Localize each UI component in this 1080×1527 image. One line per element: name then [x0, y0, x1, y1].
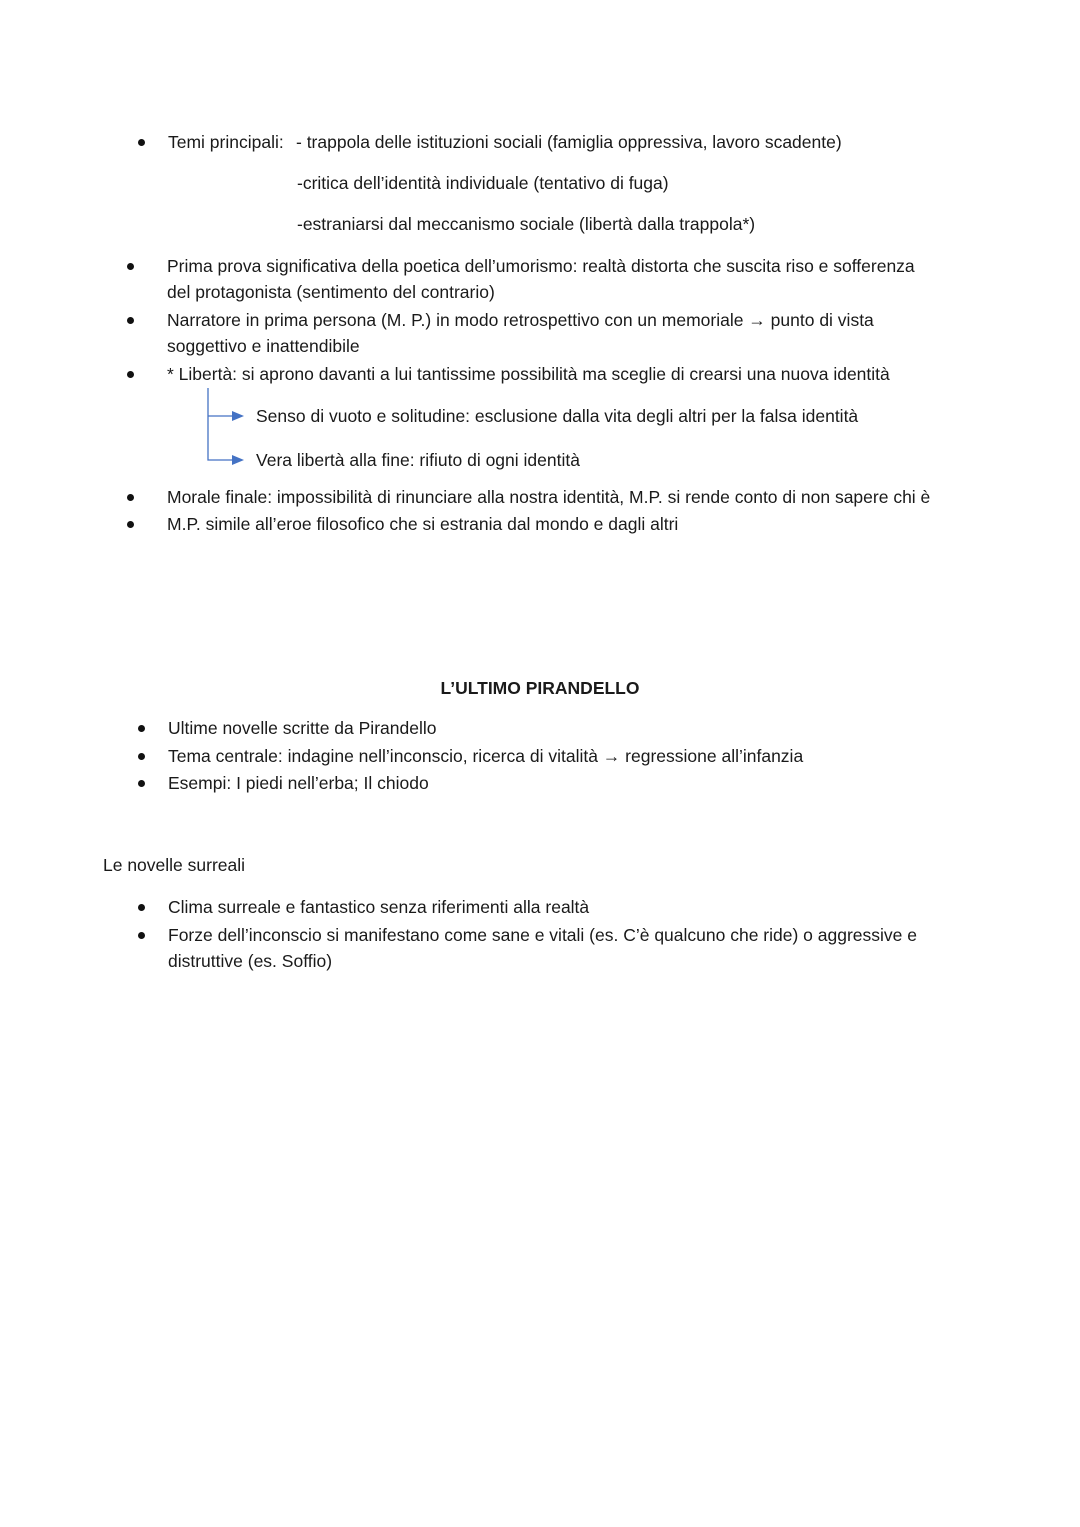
temi-label: Temi principali:: [168, 132, 284, 152]
list-item: Ultime novelle scritte da Pirandello: [168, 718, 437, 738]
list-item: Clima surreale e fantastico senza riferimenti alla realtà: [168, 897, 590, 917]
bullet: [127, 521, 134, 528]
list-item: Morale finale: impossibilità di rinunciare alla nostra identità, M.P. si rende conto di non sapere chi è: [167, 487, 931, 507]
bullet: [138, 725, 145, 732]
list-item: M.P. simile all’eroe filosofico che si estrania dal mondo e dagli altri: [167, 514, 679, 534]
bullet: [138, 932, 145, 939]
list-item: Tema centrale: indagine nell’inconscio, ricerca di vitalità → regressione all’infanzia: [168, 746, 804, 766]
section-title: L’ULTIMO PIRANDELLO: [440, 678, 640, 698]
temi-item: -critica dell’identità individuale (tentativo di fuga): [297, 173, 669, 193]
bullet: [138, 753, 145, 760]
list-item: Forze dell’inconscio si manifestano come sane e vitali (es. C’è qualcuno che ride) o aggressive e: [168, 925, 917, 945]
arrow-icon: [232, 411, 244, 421]
list-item: Narratore in prima persona (M. P.) in modo retrospettivo con un memoriale → punto di vista: [167, 310, 874, 330]
bullet: [127, 494, 134, 501]
branch-item: Vera libertà alla fine: rifiuto di ogni identità: [256, 450, 580, 470]
section-heading: Le novelle surreali: [103, 855, 246, 875]
list-item: Prima prova significativa della poetica dell’umorismo: realtà distorta che suscita riso e sofferenza: [167, 256, 915, 276]
list-item-continuation: soggettivo e inattendibile: [167, 336, 360, 356]
bullet: [138, 780, 145, 787]
list-item-continuation: distruttive (es. Soffio): [168, 951, 333, 971]
bullet: [138, 904, 145, 911]
temi-item: -estraniarsi dal meccanismo sociale (libertà dalla trappola*): [297, 214, 756, 234]
list-item: * Libertà: si aprono davanti a lui tantissime possibilità ma sceglie di crearsi una nuova identità: [167, 364, 890, 384]
list-item-continuation: del protagonista (sentimento del contrario): [167, 282, 495, 302]
arrow-icon: [232, 455, 244, 465]
temi-item: - trappola delle istituzioni sociali (famiglia oppressiva, lavoro scadente): [296, 132, 842, 152]
list-item: Esempi: I piedi nell’erba; Il chiodo: [168, 773, 429, 793]
branch-item: Senso di vuoto e solitudine: esclusione dalla vita degli altri per la falsa identità: [256, 406, 859, 426]
